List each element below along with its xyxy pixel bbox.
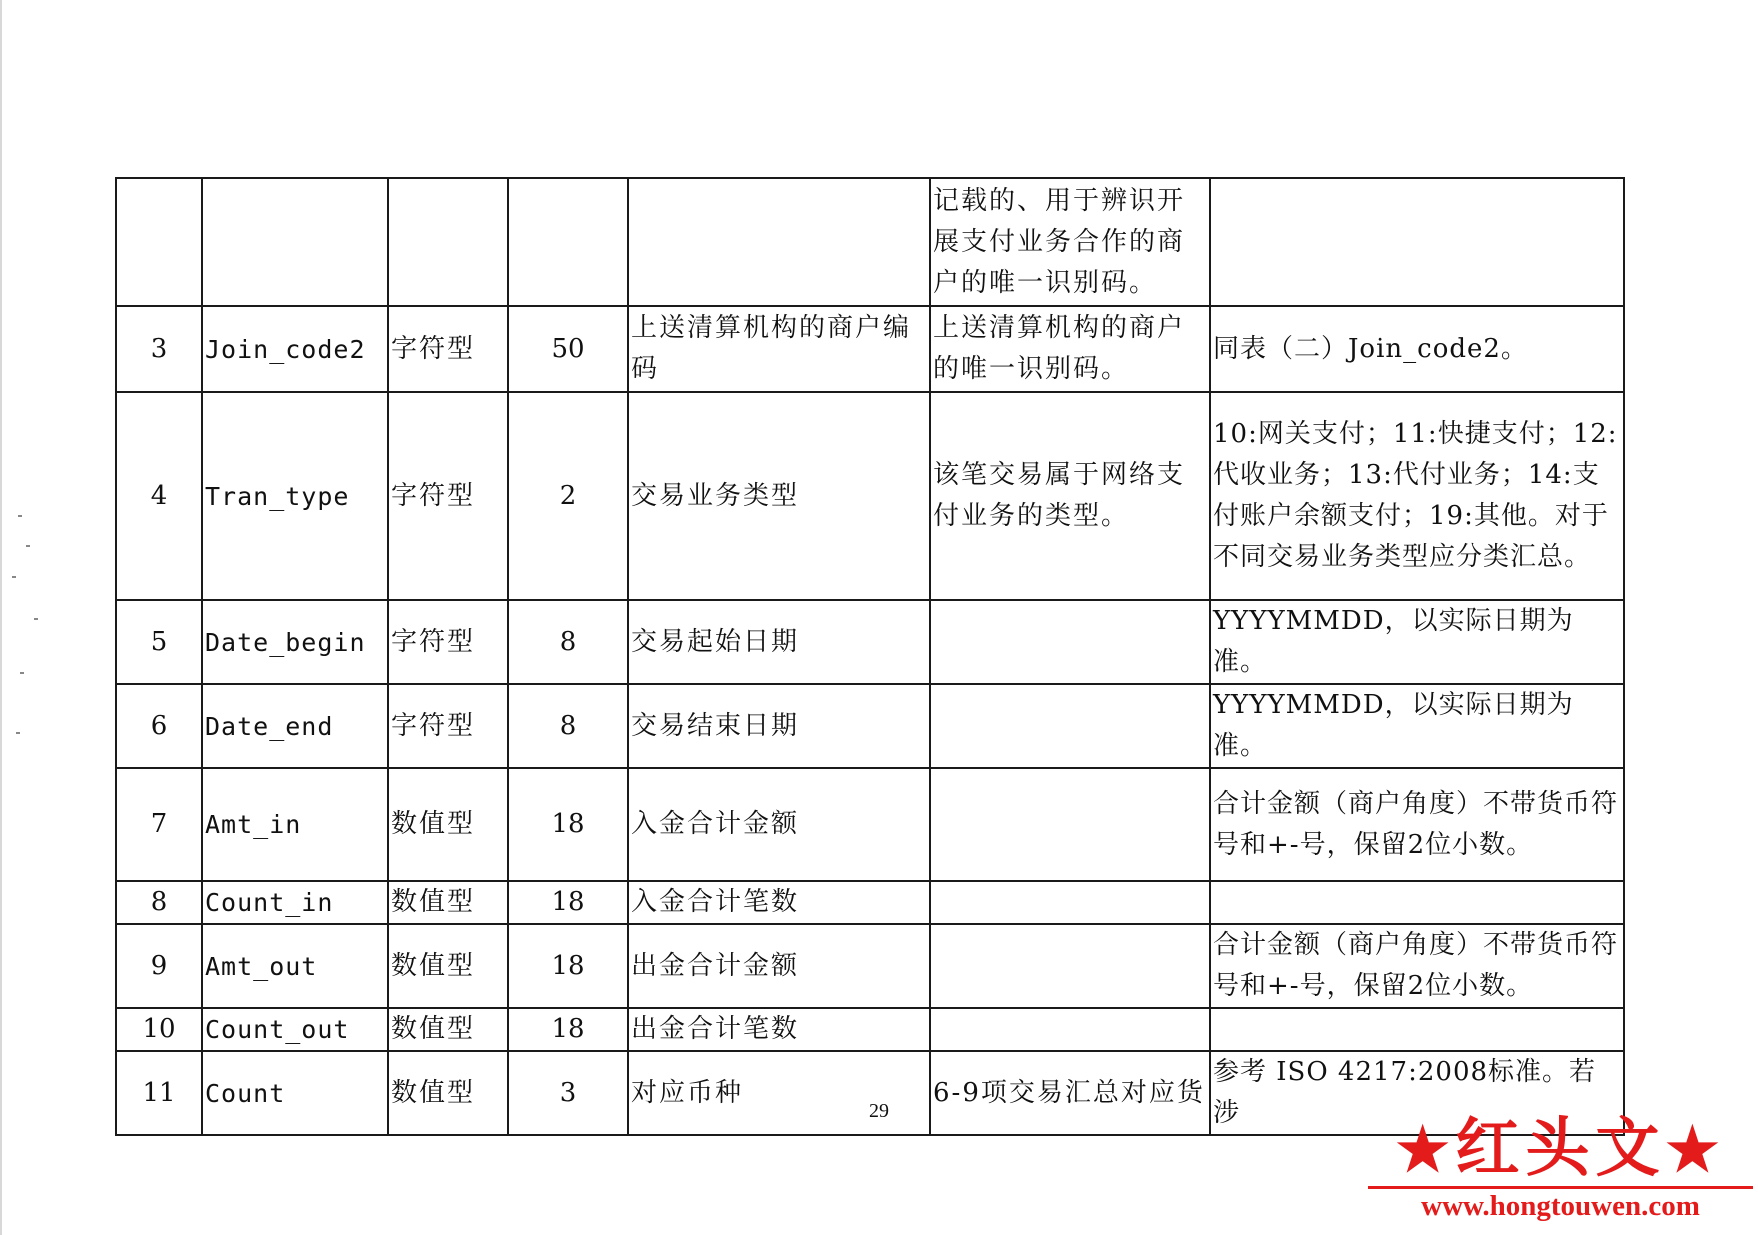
field-note: YYYYMMDD，以实际日期为准。 [1210, 600, 1624, 684]
field-type: 字符型 [388, 600, 508, 684]
field-length: 2 [508, 392, 628, 600]
field-name: 交易结束日期 [628, 684, 930, 768]
scan-speck [16, 732, 20, 734]
watermark-title [1368, 1110, 1753, 1189]
field-type: 数值型 [388, 881, 508, 924]
row-number: 11 [116, 1051, 202, 1135]
field-type [388, 178, 508, 306]
watermark-url: www.hongtouwen.com [1421, 1190, 1700, 1222]
field-code: Amt_out [202, 924, 388, 1008]
field-note: 合计金额（商户角度）不带货币符号和+-号，保留2位小数。 [1210, 768, 1624, 881]
field-length: 50 [508, 306, 628, 392]
field-note [1210, 178, 1624, 306]
star-icon: ★ [1395, 1115, 1456, 1185]
field-note: YYYYMMDD，以实际日期为准。 [1210, 684, 1624, 768]
page-number: 29 [869, 1100, 889, 1122]
scan-edge [0, 0, 2, 1235]
scan-speck [20, 672, 24, 674]
field-description: 6-9项交易汇总对应货 [930, 1051, 1210, 1135]
field-length: 18 [508, 1008, 628, 1051]
field-length: 18 [508, 881, 628, 924]
field-name: 交易起始日期 [628, 600, 930, 684]
row-number: 5 [116, 600, 202, 684]
field-type: 数值型 [388, 1008, 508, 1051]
field-code: Amt_in [202, 768, 388, 881]
field-note: 参考 ISO 4217:2008标准。若涉 [1210, 1051, 1624, 1135]
field-type: 数值型 [388, 1051, 508, 1135]
row-number: 8 [116, 881, 202, 924]
table-row [116, 881, 1624, 924]
table-row [116, 684, 1624, 768]
field-note [1210, 1008, 1624, 1051]
row-number: 9 [116, 924, 202, 1008]
row-number: 6 [116, 684, 202, 768]
field-description: 上送清算机构的商户的唯一识别码。 [930, 306, 1210, 392]
field-code: Count_in [202, 881, 388, 924]
field-code: Join_code2 [202, 306, 388, 392]
row-number: 4 [116, 392, 202, 600]
field-length [508, 178, 628, 306]
field-length: 18 [508, 768, 628, 881]
field-description: 该笔交易属于网络支付业务的类型。 [930, 392, 1210, 600]
row-number: 10 [116, 1008, 202, 1051]
row-number: 3 [116, 306, 202, 392]
field-description [930, 1008, 1210, 1051]
field-description [930, 768, 1210, 881]
table-row [116, 392, 1624, 600]
watermark-title-text: 红头文 [1455, 1111, 1666, 1186]
field-description [930, 600, 1210, 684]
table-row [116, 1008, 1624, 1051]
star-icon: ★ [1665, 1115, 1726, 1185]
field-code: Count [202, 1051, 388, 1135]
field-name: 交易业务类型 [628, 392, 930, 600]
field-type: 字符型 [388, 392, 508, 600]
field-length: 8 [508, 684, 628, 768]
field-length: 3 [508, 1051, 628, 1135]
field-type: 数值型 [388, 924, 508, 1008]
scan-speck [18, 515, 22, 517]
field-type: 字符型 [388, 684, 508, 768]
field-name [628, 178, 930, 306]
watermark-logo [1368, 1110, 1758, 1235]
table-row [116, 768, 1624, 881]
field-description: 记载的、用于辨识开展支付业务合作的商户的唯一识别码。 [930, 178, 1210, 306]
table-row [116, 306, 1624, 392]
field-name: 上送清算机构的商户编码 [628, 306, 930, 392]
scan-speck [34, 618, 38, 620]
field-name: 出金合计金额 [628, 924, 930, 1008]
field-note: 同表（二）Join_code2。 [1210, 306, 1624, 392]
field-description [930, 881, 1210, 924]
row-number [116, 178, 202, 306]
field-name: 对应币种 [628, 1051, 930, 1135]
field-name: 出金合计笔数 [628, 1008, 930, 1051]
field-length: 18 [508, 924, 628, 1008]
field-code: Date_begin [202, 600, 388, 684]
field-note [1210, 881, 1624, 924]
field-name: 入金合计笔数 [628, 881, 930, 924]
field-type: 数值型 [388, 768, 508, 881]
field-code [202, 178, 388, 306]
scan-speck [12, 576, 16, 578]
watermark-divider [1368, 1186, 1753, 1189]
field-spec-table [115, 177, 1625, 1136]
field-description [930, 924, 1210, 1008]
field-type: 字符型 [388, 306, 508, 392]
scan-speck [26, 545, 30, 547]
table-row [116, 600, 1624, 684]
field-code: Count_out [202, 1008, 388, 1051]
field-length: 8 [508, 600, 628, 684]
field-code: Date_end [202, 684, 388, 768]
field-note: 10:网关支付；11:快捷支付；12:代收业务；13:代付业务；14:支付账户余额支付；19:其他。对于不同交易业务类型应分类汇总。 [1210, 392, 1624, 600]
table-row [116, 924, 1624, 1008]
field-name: 入金合计金额 [628, 768, 930, 881]
field-code: Tran_type [202, 392, 388, 600]
field-description [930, 684, 1210, 768]
table-row [116, 178, 1624, 306]
field-note: 合计金额（商户角度）不带货币符号和+-号，保留2位小数。 [1210, 924, 1624, 1008]
row-number: 7 [116, 768, 202, 881]
